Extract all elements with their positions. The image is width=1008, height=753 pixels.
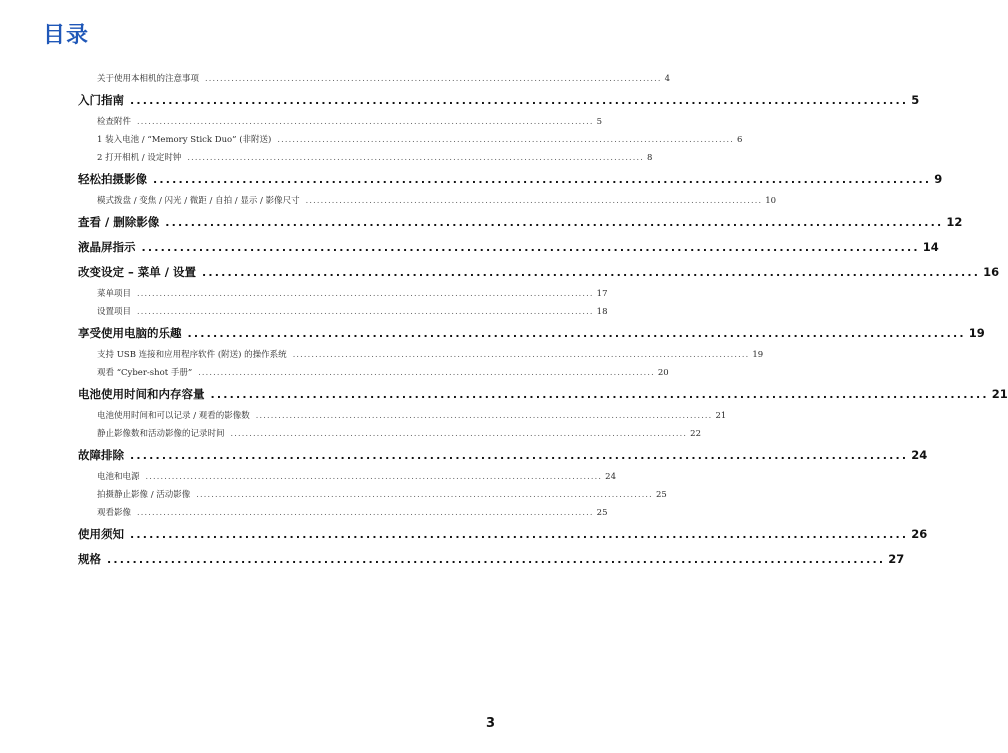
toc-section[interactable] xyxy=(78,235,939,260)
leader-dots: .......................................................................................................................... xyxy=(201,266,981,279)
toc-entry-page: 4 xyxy=(664,74,671,84)
toc-entry[interactable] xyxy=(78,131,743,149)
toc-section[interactable] xyxy=(78,547,905,572)
toc-entry-label: 拍摄静止影像 / 活动影像 xyxy=(97,490,191,500)
leader-dots: .......................................................................................................................... xyxy=(187,153,645,162)
leader-dots: .......................................................................................................................... xyxy=(205,74,662,83)
toc-entry-page: 20 xyxy=(657,368,669,378)
leader-dots: .......................................................................................................................... xyxy=(141,241,920,254)
toc-entry-page: 6 xyxy=(737,135,743,145)
toc-entry-page: 24 xyxy=(605,472,616,482)
page-title: 目录 xyxy=(43,23,90,48)
toc-section-label: 液晶屏指示 xyxy=(78,240,136,254)
toc-entry-label: 菜单项目 xyxy=(97,289,132,299)
toc-section[interactable] xyxy=(78,522,928,547)
toc-section-page: 5 xyxy=(911,93,920,107)
leader-dots: .......................................................................................................................... xyxy=(145,472,603,481)
toc-entry[interactable] xyxy=(78,364,669,382)
toc-section-page: 24 xyxy=(911,448,928,462)
leader-dots: .......................................................................................................................... xyxy=(165,216,944,229)
toc-section-label: 改变设定 – 菜单 / 设置 xyxy=(78,265,196,279)
leader-dots: .......................................................................................................................... xyxy=(130,528,909,541)
leader-dots: .......................................................................................................................... xyxy=(187,327,966,340)
toc-entry-page: 21 xyxy=(715,411,727,421)
toc-entry-page: 18 xyxy=(596,307,608,317)
toc-entry-page: 5 xyxy=(596,117,603,127)
toc-entry-label: 模式拨盘 / 变焦 / 闪光 / 微距 / 自拍 / 显示 / 影像尺寸 xyxy=(97,196,300,206)
leader-dots: .......................................................................................................................... xyxy=(305,196,763,205)
toc-entry[interactable] xyxy=(78,149,653,167)
leader-dots: .......................................................................................................................... xyxy=(277,135,735,144)
toc-section-page: 9 xyxy=(934,172,943,186)
leader-dots: .......................................................................................................................... xyxy=(130,449,909,462)
leader-dots: .......................................................................................................................... xyxy=(137,289,594,298)
toc-section-page: 19 xyxy=(968,326,985,340)
toc-section-page: 27 xyxy=(888,552,905,566)
toc-entry-label: 电池和电源 xyxy=(97,472,140,482)
toc-section-page: 12 xyxy=(946,215,963,229)
toc-section-label: 查看 / 删除影像 xyxy=(78,215,160,229)
toc-entry-page: 17 xyxy=(596,289,608,299)
toc-entry[interactable] xyxy=(78,425,701,443)
toc-section-label: 电池使用时间和内存容量 xyxy=(78,387,205,401)
toc-entry[interactable] xyxy=(78,468,616,486)
toc-entry-label: 支持 USB 连接和应用程序软件 (附送) 的操作系统 xyxy=(97,350,287,360)
leader-dots: .......................................................................................................................... xyxy=(137,508,594,517)
leader-dots: .......................................................................................................................... xyxy=(107,553,886,566)
toc-entry[interactable] xyxy=(78,70,671,88)
leader-dots: .......................................................................................................................... xyxy=(137,307,594,316)
toc-entry[interactable] xyxy=(78,113,603,131)
toc-section-label: 规格 xyxy=(78,552,101,566)
toc-section[interactable] xyxy=(78,210,963,235)
toc-entry-page: 10 xyxy=(765,196,777,206)
toc-section-page: 26 xyxy=(911,527,928,541)
leader-dots: .......................................................................................................................... xyxy=(153,173,932,186)
toc-entry-label: 电池使用时间和可以记录 / 观看的影像数 xyxy=(97,411,250,421)
page-number: 3 xyxy=(486,716,496,731)
toc-entry-page: 25 xyxy=(596,508,608,518)
table-of-contents xyxy=(78,70,1008,572)
toc-entry-page: 19 xyxy=(752,350,764,360)
toc-section[interactable] xyxy=(78,321,985,346)
toc-entry[interactable] xyxy=(78,192,777,210)
toc-section-label: 轻松拍摄影像 xyxy=(78,172,147,186)
leader-dots: .......................................................................................................................... xyxy=(196,490,653,499)
leader-dots: .......................................................................................................................... xyxy=(130,94,909,107)
leader-dots: .......................................................................................................................... xyxy=(198,368,655,377)
toc-entry[interactable] xyxy=(78,407,727,425)
toc-entry-label: 关于使用本相机的注意事项 xyxy=(97,74,200,84)
toc-section-page: 14 xyxy=(922,240,939,254)
toc-section[interactable] xyxy=(78,167,943,192)
toc-section-label: 享受使用电脑的乐趣 xyxy=(78,326,182,340)
toc-section[interactable] xyxy=(78,382,1008,407)
toc-section-label: 故障排除 xyxy=(78,448,124,462)
toc-entry[interactable] xyxy=(78,285,608,303)
leader-dots: .......................................................................................................................... xyxy=(137,117,594,126)
toc-section[interactable] xyxy=(78,88,920,113)
toc-entry-label: 观看 “Cyber-shot 手册” xyxy=(97,368,193,378)
toc-entry-page: 8 xyxy=(647,153,653,163)
toc-entry-label: 1 装入电池 / “Memory Stick Duo” (非附送) xyxy=(97,135,272,145)
leader-dots: .......................................................................................................................... xyxy=(255,411,713,420)
toc-section-page: 16 xyxy=(983,265,1000,279)
toc-entry[interactable] xyxy=(78,303,608,321)
leader-dots: .......................................................................................................................... xyxy=(292,350,750,359)
toc-entry-page: 22 xyxy=(690,429,701,439)
toc-entry-label: 静止影像数和活动影像的记录时间 xyxy=(97,429,225,439)
toc-entry-label: 2 打开相机 / 设定时钟 xyxy=(97,153,182,163)
toc-section-label: 使用须知 xyxy=(78,527,124,541)
toc-entry-label: 设置项目 xyxy=(97,307,132,317)
leader-dots: .......................................................................................................................... xyxy=(210,388,989,401)
toc-section-page: 21 xyxy=(991,387,1008,401)
toc-entry-page: 25 xyxy=(655,490,667,500)
toc-section[interactable] xyxy=(78,443,928,468)
toc-entry-label: 观看影像 xyxy=(97,508,132,518)
toc-entry[interactable] xyxy=(78,486,667,504)
toc-section-label: 入门指南 xyxy=(78,93,124,107)
toc-entry[interactable] xyxy=(78,346,764,364)
toc-entry-label: 检查附件 xyxy=(97,117,132,127)
leader-dots: .......................................................................................................................... xyxy=(230,429,688,438)
toc-entry[interactable] xyxy=(78,504,608,522)
toc-section[interactable] xyxy=(78,260,1000,285)
